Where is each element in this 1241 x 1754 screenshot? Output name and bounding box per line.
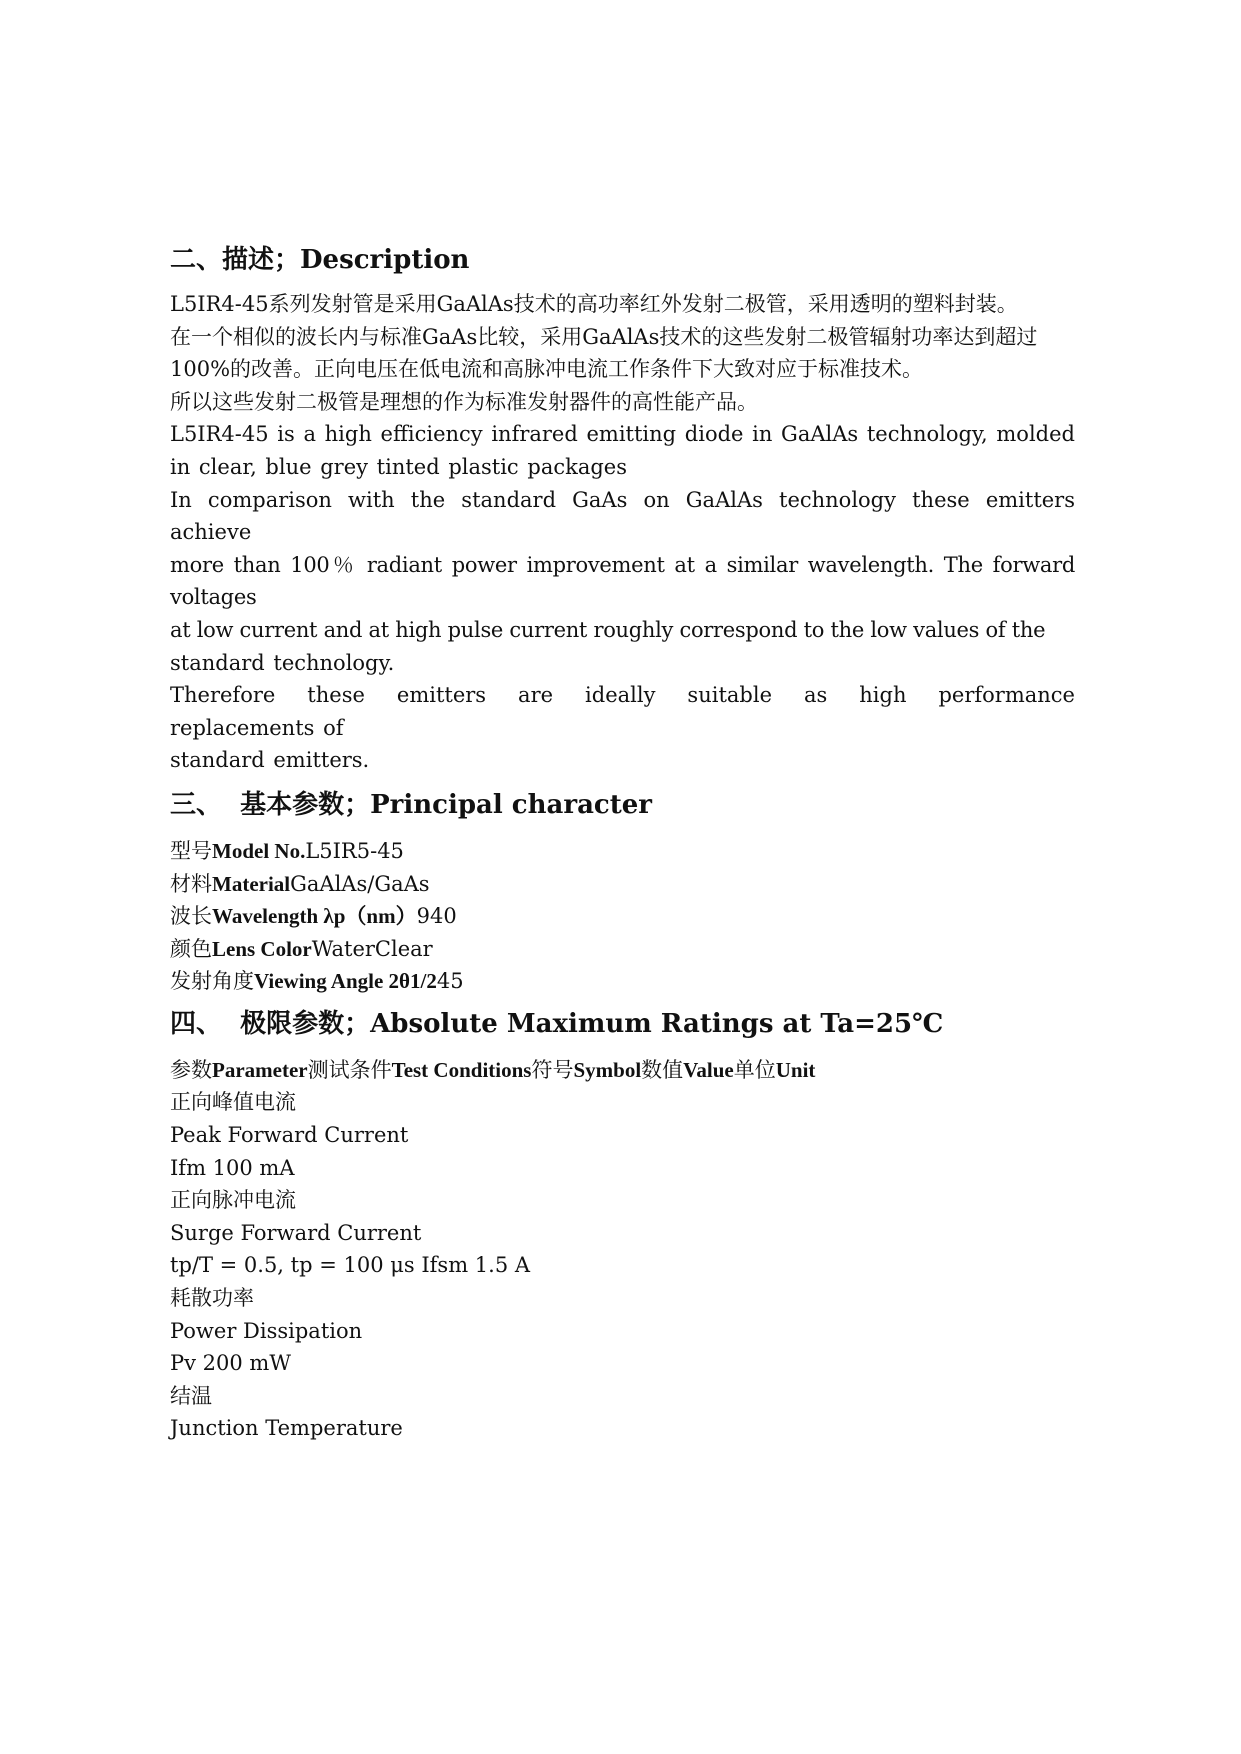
spec-row-lens-color: [170, 933, 1075, 966]
description-zh-line-4: 所以这些发射二极管是理想的作为标准发射器件的高性能产品。: [170, 389, 758, 414]
description-en-line-1: L5IR4-45 is a high efficiency infrared emitting diode in GaAlAs technology, molded in clear, blue grey tinted plastic packages: [170, 422, 1075, 479]
spec-value: GaAlAs/GaAs: [290, 871, 430, 896]
header-conditions-en: Test Conditions: [391, 1057, 532, 1082]
rating-power-dissipation-en: Power Dissipation: [170, 1318, 363, 1343]
spec-label-zh: 颜色: [170, 936, 212, 961]
description-en-line-6: Therefore these emitters are ideally suitable as high performance: [170, 683, 1075, 708]
spec-label-zh: 波长: [170, 904, 212, 929]
description-en-line-8: standard emitters.: [170, 748, 370, 773]
description-zh-line-1: L5IR4-45系列发射管是采用GaAlAs技术的高功率红外发射二极管，采用透明的塑料封装。: [170, 292, 1018, 316]
header-value-en: Value: [683, 1057, 734, 1082]
section-principal-heading: 三、 基本参数；Principal character: [170, 789, 653, 820]
spec-row-material: [170, 868, 1075, 901]
spec-row-wavelength: [170, 900, 1075, 933]
header-unit-zh: 单位: [733, 1057, 776, 1082]
section-description-heading: 二、描述；Description: [170, 245, 470, 275]
header-parameter-en: Parameter: [212, 1057, 308, 1082]
spec-label-en: Lens Color: [212, 936, 312, 961]
header-symbol-en: Symbol: [573, 1057, 642, 1082]
spec-label-en: Wavelength λp（nm）: [212, 904, 417, 929]
spec-value: WaterClear: [311, 936, 433, 961]
rating-power-dissipation-zh: 耗散功率: [170, 1286, 254, 1311]
description-zh-line-3: 100%的改善。正向电压在低电流和高脉冲电流工作条件下大致对应于标准技术。: [170, 357, 924, 382]
section-ratings-heading: 四、 极限参数；Absolute Maximum Ratings at Ta=25℃: [170, 1008, 944, 1039]
rating-surge-current-value: tp/T = 0.5, tp = 100 μs Ifsm 1.5 A: [170, 1253, 531, 1278]
description-en-line-2: In comparison with the standard GaAs on GaAlAs technology these emitters achieve: [170, 487, 1075, 545]
spec-row-model: [170, 835, 1075, 868]
rating-surge-current-zh: 正向脉冲电流: [170, 1188, 296, 1213]
rating-junction-temp-en: Junction Temperature: [170, 1416, 403, 1441]
spec-label-en: Model No.: [212, 838, 306, 863]
rating-junction-temp-zh: 结温: [170, 1383, 212, 1408]
spec-value: 940: [416, 904, 457, 929]
document-page: [170, 242, 1075, 1445]
description-zh-line-2: 在一个相似的波长内与标准GaAs比较，采用GaAlAs技术的这些发射二极管辐射功率达到超过: [170, 324, 1038, 349]
spec-label-en: Material: [212, 871, 291, 896]
rating-peak-current-zh: 正向峰值电流: [170, 1090, 296, 1115]
description-en-line-3: more than 100％ radiant power improvement at a similar wavelength. The forward voltages: [170, 552, 1075, 610]
description-en-line-7: replacements of: [170, 715, 344, 740]
spec-label-zh: 发射角度: [170, 969, 254, 994]
rating-surge-current-en: Surge Forward Current: [170, 1220, 422, 1245]
header-value-zh: 数值: [641, 1057, 684, 1082]
description-en-line-5: standard technology.: [170, 650, 395, 675]
spec-label-zh: 材料: [170, 871, 212, 896]
rating-peak-current-value: Ifm 100 mA: [170, 1155, 295, 1180]
description-en-line-4: at low current and at high pulse current roughly correspond to the low values of the: [170, 617, 1046, 642]
header-unit-en: Unit: [775, 1057, 816, 1082]
ratings-table-header: [170, 1054, 1075, 1087]
header-symbol-zh: 符号: [531, 1057, 574, 1082]
header-conditions-zh: 测试条件: [307, 1057, 392, 1082]
spec-row-viewing-angle: [170, 965, 1075, 998]
spec-value: 45: [436, 969, 464, 994]
spec-label-zh: 型号: [170, 838, 212, 863]
header-parameter-zh: 参数: [170, 1057, 212, 1082]
rating-peak-current-en: Peak Forward Current: [170, 1123, 409, 1148]
rating-power-dissipation-value: Pv 200 mW: [170, 1351, 291, 1376]
spec-value: L5IR5-45: [305, 838, 404, 863]
spec-label-en: Viewing Angle 2θ1/2: [254, 969, 437, 994]
